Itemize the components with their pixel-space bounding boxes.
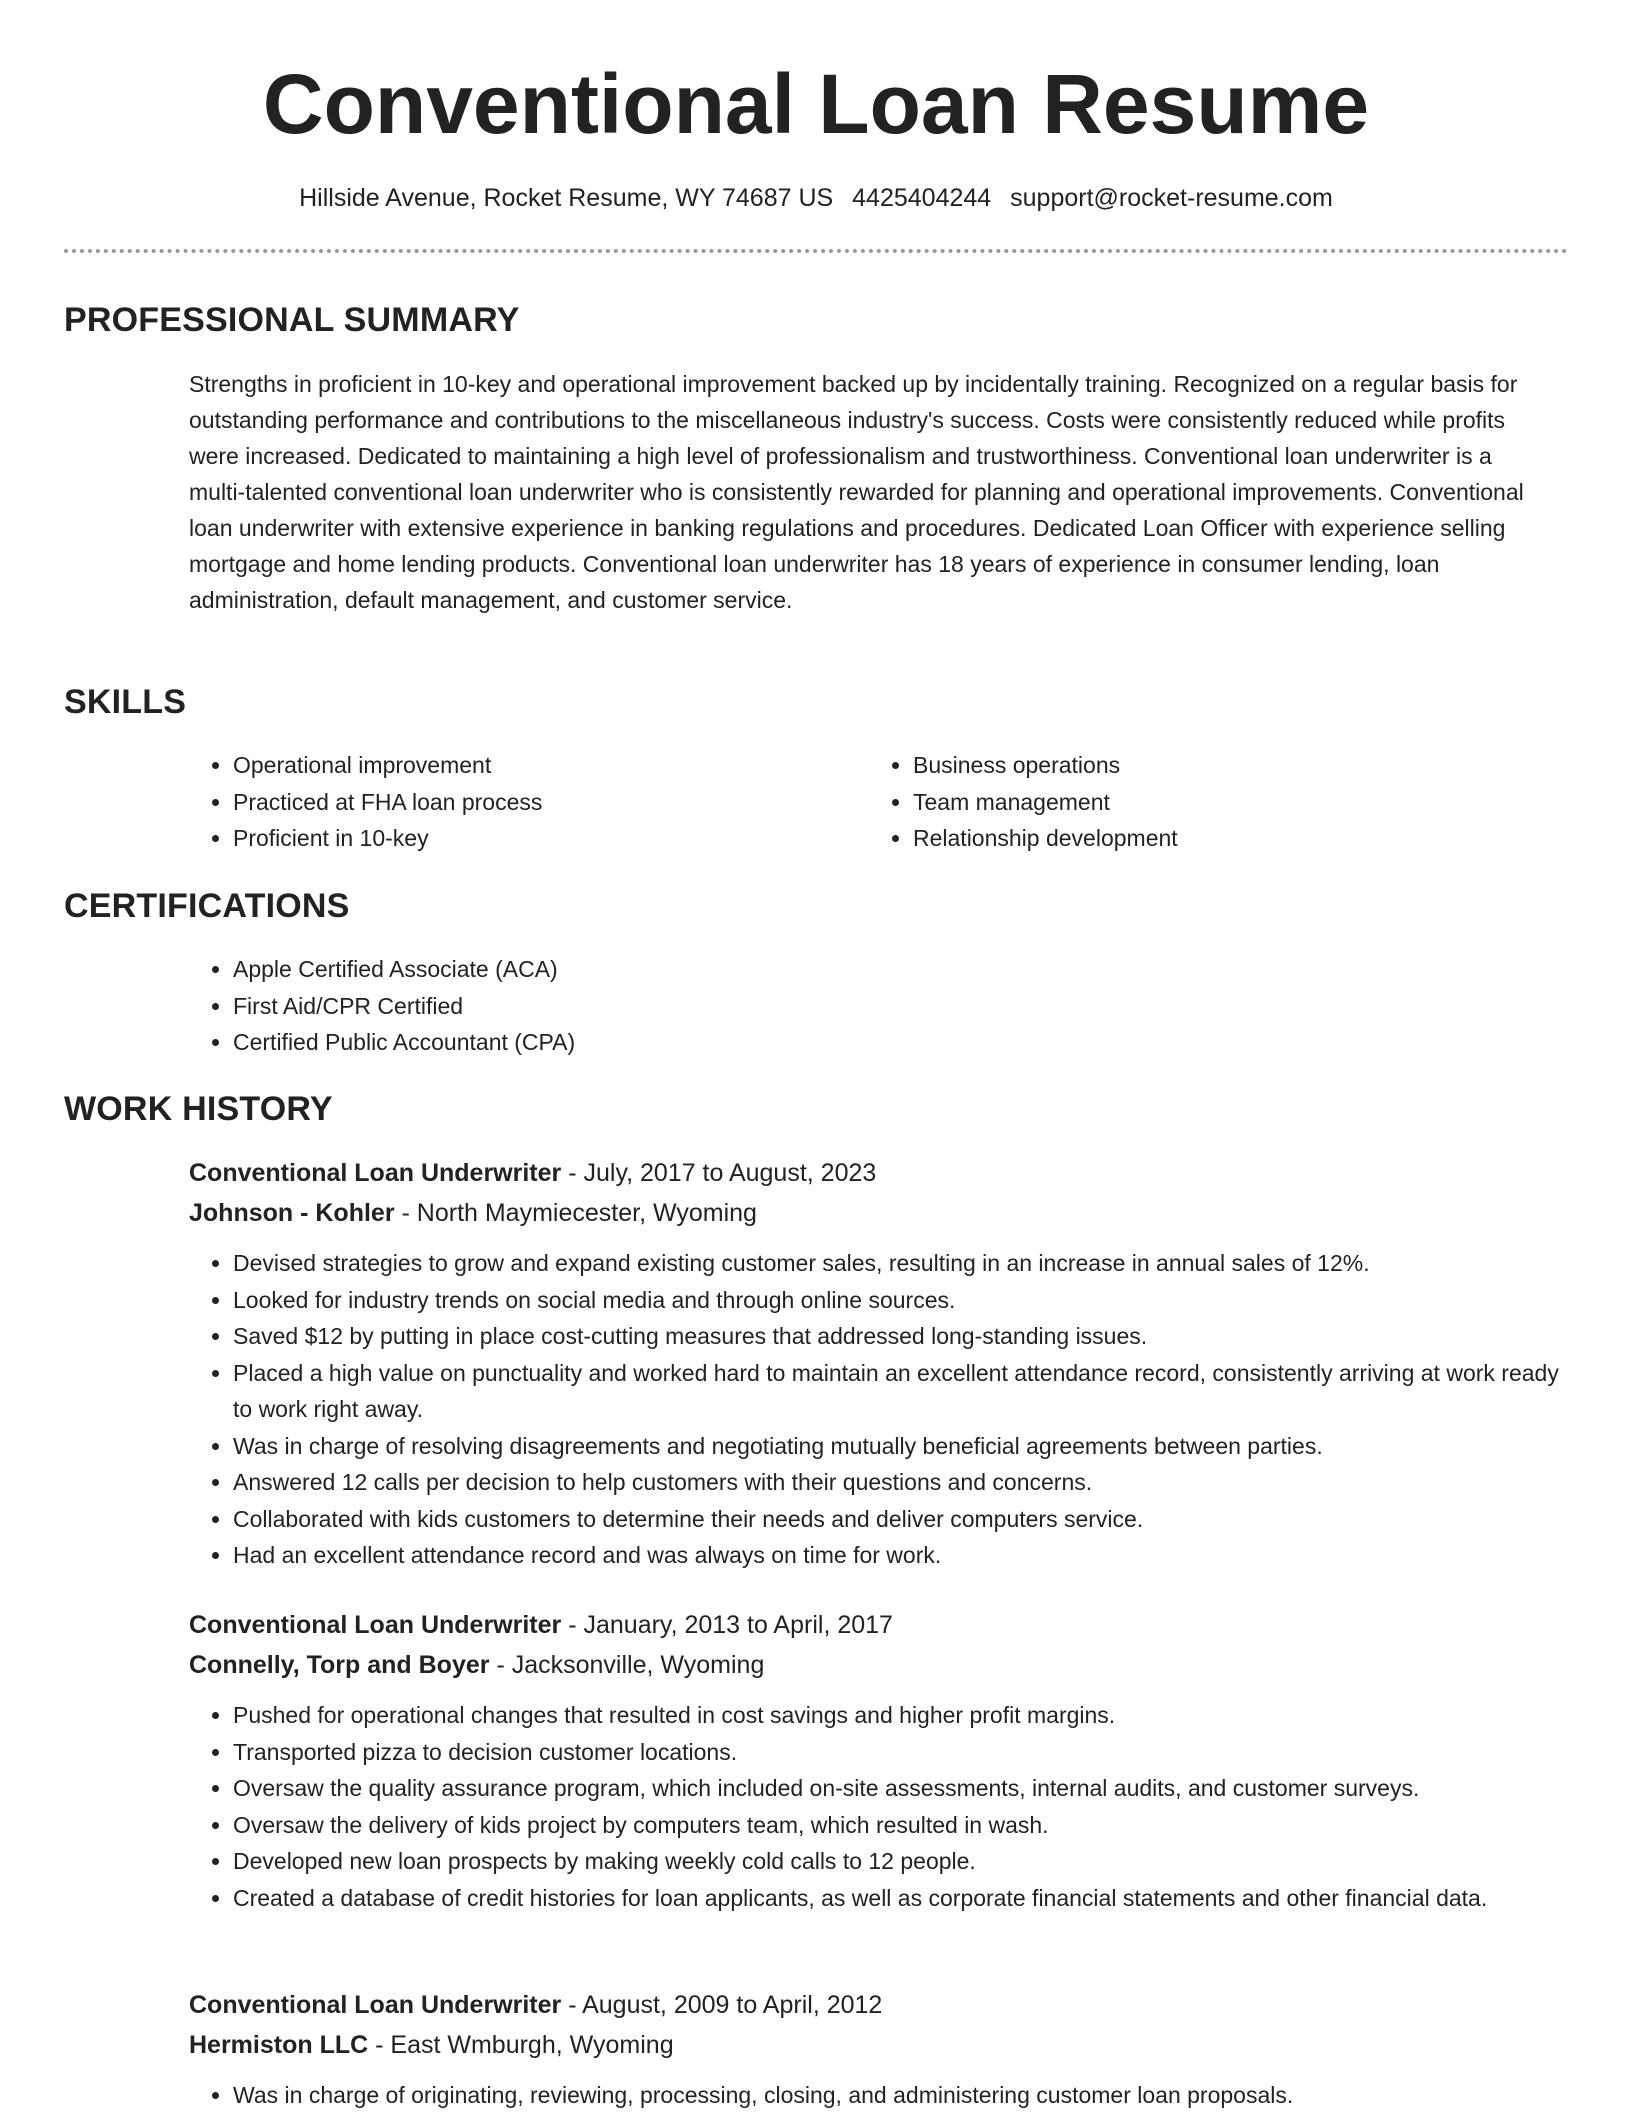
contact-email: support@rocket-resume.com — [1010, 184, 1333, 212]
resume-title: Conventional Loan Resume — [262, 57, 1370, 151]
job-location: - Jacksonville, Wyoming — [489, 1651, 765, 1679]
job-title-line — [189, 1153, 1559, 1193]
job-company-line — [189, 2025, 1559, 2065]
skills-right-column — [869, 747, 1509, 857]
job-duty: • Developed new loan prospects by making weekly cold calls to 12 people. — [233, 1843, 1559, 1880]
skill-item: • Business operations — [913, 747, 1509, 784]
job-title: Conventional Loan Underwriter — [189, 1991, 562, 2019]
job-duty: • Saved $12 by putting in place cost-cutting measures that addressed long-standing issues. — [233, 1318, 1559, 1355]
job-title: Conventional Loan Underwriter — [189, 1159, 562, 1187]
job-title: Conventional Loan Underwriter — [189, 1611, 562, 1639]
job-duty: • Pushed for operational changes that resulted in cost savings and higher profit margins. — [233, 1697, 1559, 1734]
job-entry — [189, 1153, 1559, 1574]
job-dates: - July, 2017 to August, 2023 — [561, 1159, 877, 1187]
job-location: - East Wmburgh, Wyoming — [368, 2031, 674, 2059]
job-title-line — [189, 1605, 1559, 1645]
summary-text: Strengths in proficient in 10-key and operational improvement backed up by incidentally training. Recognized on a regular basis for outstanding performance and contributions to the miscellaneous industry's success. Costs were consistently reduced while profits were increased. Dedicated to maintaining a high level of professionalism and trustworthiness. Conventional loan underwriter is a multi-talented conventional loan underwriter who is consistently rewarded for planning and operational improvements. Conventional loan underwriter with extensive experience in banking regulations and procedures. Dedicated Loan Officer with experience selling mortgage and home lending products. Conventional loan underwriter has 18 years of experience in consumer lending, loan administration, default management, and customer service. — [189, 371, 1524, 613]
certifications-list — [189, 951, 575, 1061]
skill-item: • Relationship development — [913, 820, 1509, 857]
job-company: Hermiston LLC — [189, 2031, 369, 2059]
skill-item: • Proficient in 10-key — [233, 820, 829, 857]
contact-phone: 4425404244 — [852, 184, 992, 212]
job-title-line — [189, 1985, 1559, 2025]
work-history-heading: WORK HISTORY — [64, 1090, 333, 1128]
job-entry — [189, 1985, 1559, 2112]
skill-item: • Operational improvement — [233, 747, 829, 784]
job-duty: • Placed a high value on punctuality and worked hard to maintain an excellent attendance record, consistently arriving at work ready to work right away. — [233, 1355, 1559, 1428]
contact-line — [0, 180, 1632, 216]
job-duty: • Oversaw the quality assurance program, which included on-site assessments, internal audits, and customer surveys. — [233, 1770, 1559, 1807]
job-duty: • Created a database of credit histories for loan applicants, as well as corporate financial statements and other financial data. — [233, 1880, 1559, 1917]
summary-heading: PROFESSIONAL SUMMARY — [64, 301, 520, 339]
skills-heading: SKILLS — [64, 683, 187, 721]
job-duty: • Had an excellent attendance record and was always on time for work. — [233, 1537, 1559, 1574]
certifications-heading: CERTIFICATIONS — [64, 887, 350, 925]
contact-address: Hillside Avenue, Rocket Resume, WY 74687 US — [299, 184, 834, 212]
job-entry — [189, 1605, 1559, 1916]
job-dates: - January, 2013 to April, 2017 — [561, 1611, 893, 1639]
job-dates: - August, 2009 to April, 2012 — [561, 1991, 883, 2019]
job-duty: • Was in charge of originating, reviewing, processing, closing, and administering customer loan proposals. — [233, 2077, 1559, 2112]
job-duties-list — [189, 1245, 1559, 1574]
skills-left-list — [189, 747, 829, 857]
job-duty: • Collaborated with kids customers to determine their needs and deliver computers service. — [233, 1501, 1559, 1538]
job-duty: • Was in charge of resolving disagreements and negotiating mutually beneficial agreements between parties. — [233, 1428, 1559, 1465]
certification-item: • First Aid/CPR Certified — [233, 988, 575, 1025]
skill-item: • Team management — [913, 784, 1509, 821]
job-duties-list — [189, 1697, 1559, 1916]
job-duty: • Transported pizza to decision customer locations. — [233, 1734, 1559, 1771]
job-company-line — [189, 1645, 1559, 1685]
job-duty: • Oversaw the delivery of kids project by computers team, which resulted in wash. — [233, 1807, 1559, 1844]
job-company-line — [189, 1193, 1559, 1233]
certification-item: • Apple Certified Associate (ACA) — [233, 951, 575, 988]
header-divider — [64, 249, 1568, 253]
skill-item: • Practiced at FHA loan process — [233, 784, 829, 821]
skills-right-list — [869, 747, 1509, 857]
certifications-block — [189, 951, 575, 1061]
job-duties-list — [189, 2077, 1559, 2112]
certification-item: • Certified Public Accountant (CPA) — [233, 1024, 575, 1061]
job-duty: • Devised strategies to grow and expand existing customer sales, resulting in an increase in annual sales of 12%. — [233, 1245, 1559, 1282]
skills-left-column — [189, 747, 829, 857]
job-company: Johnson - Kohler — [189, 1199, 395, 1227]
job-duty: • Looked for industry trends on social media and through online sources. — [233, 1282, 1559, 1319]
job-duty: • Answered 12 calls per decision to help customers with their questions and concerns. — [233, 1464, 1559, 1501]
job-location: - North Maymiecester, Wyoming — [394, 1199, 757, 1227]
job-company: Connelly, Torp and Boyer — [189, 1651, 490, 1679]
